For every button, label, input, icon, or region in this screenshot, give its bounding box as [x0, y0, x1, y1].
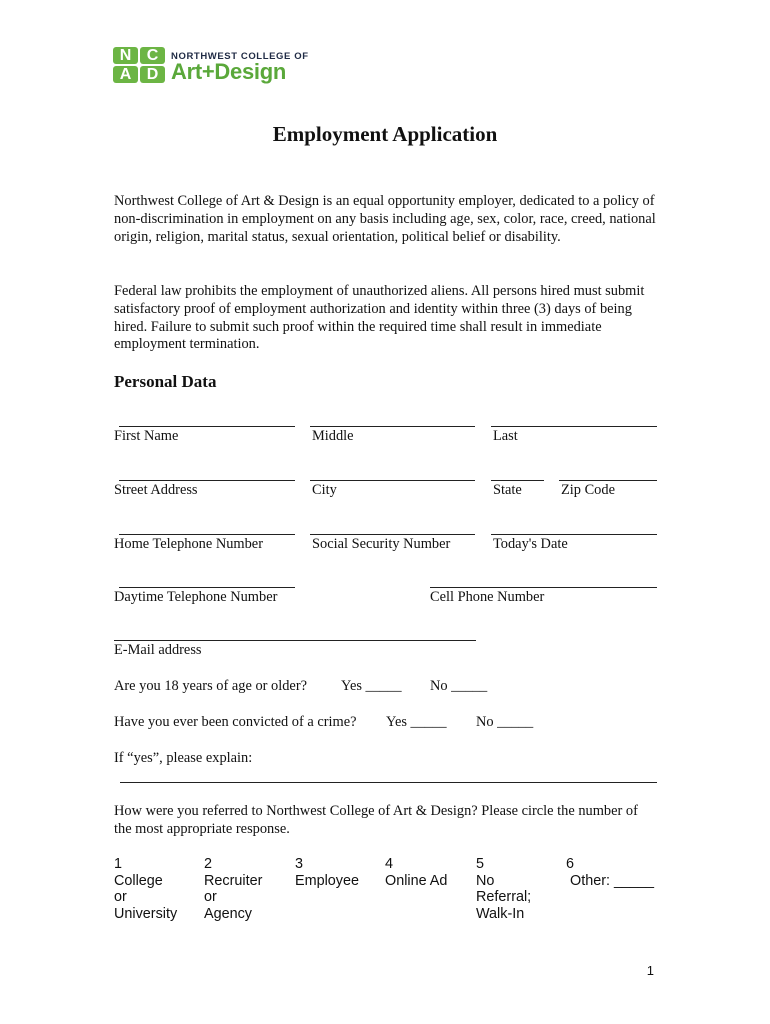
referral-option-number: 3 [295, 856, 304, 872]
crime-yes-option[interactable]: Yes _____ [386, 714, 447, 730]
age-no-option[interactable]: No _____ [430, 678, 488, 694]
page-number: 1 [646, 963, 654, 978]
referral-option-number: 2 [204, 856, 213, 872]
first-name-label: First Name [114, 428, 179, 444]
last-name-field[interactable] [491, 426, 657, 427]
referral-option-label: Recruiter or Agency [204, 872, 263, 922]
referral-option-4[interactable] [385, 856, 447, 889]
referral-option-number: 5 [476, 856, 485, 872]
age-yes-option[interactable]: Yes _____ [341, 678, 402, 694]
section-title-personal-data: Personal Data [114, 372, 217, 391]
referral-option-label: Other: _____ [566, 872, 655, 889]
middle-name-field[interactable] [310, 426, 475, 427]
last-name-label: Last [493, 428, 518, 444]
city-label: City [312, 482, 337, 498]
logo-cell-a: A [113, 66, 138, 83]
referral-question: How were you referred to Northwest College of Art & Design? Please circle the number of the most appropriate response. [114, 803, 638, 837]
referral-option-6[interactable] [566, 856, 654, 889]
logo-cell-n: N [113, 47, 138, 64]
logo-college-name: NORTHWEST COLLEGE OF [171, 51, 309, 62]
crime-no-option[interactable]: No _____ [476, 714, 534, 730]
logo-cell-c: C [140, 47, 165, 64]
referral-option-1[interactable] [114, 856, 177, 922]
logo-cell-d: D [140, 66, 165, 83]
age-question: Are you 18 years of age or older? [114, 678, 307, 694]
page-title: Employment Application [272, 122, 498, 146]
zip-code-field[interactable] [559, 480, 657, 481]
referral-option-number: 4 [385, 856, 394, 872]
ssn-field[interactable] [310, 534, 475, 535]
cell-phone-field[interactable] [430, 587, 657, 588]
email-label: E-Mail address [114, 642, 202, 658]
cell-phone-label: Cell Phone Number [430, 589, 545, 605]
daytime-phone-label: Daytime Telephone Number [114, 589, 278, 605]
referral-option-label: College or University [114, 872, 178, 922]
crime-question: Have you ever been convicted of a crime? [114, 714, 357, 730]
todays-date-label: Today's Date [493, 536, 568, 552]
email-field[interactable] [114, 640, 476, 641]
todays-date-field[interactable] [491, 534, 657, 535]
logo-mark [113, 47, 165, 83]
zip-code-label: Zip Code [561, 482, 615, 498]
street-address-label: Street Address [114, 482, 198, 498]
referral-option-5[interactable] [476, 856, 531, 922]
city-field[interactable] [310, 480, 475, 481]
referral-option-label: Employee [295, 872, 359, 889]
referral-option-number: 1 [114, 856, 123, 872]
ssn-label: Social Security Number [312, 536, 451, 552]
federal-law-paragraph: Federal law prohibits the employment of unauthorized aliens. All persons hired must submit satisfactory proof of employment authorization and identity within three (3) days of being hired. Failure to submit such proof within the required time shall result in immediate employment termination. [114, 283, 645, 353]
referral-option-label: No Referral; Walk-In [476, 872, 532, 922]
home-phone-label: Home Telephone Number [114, 536, 263, 552]
referral-option-label: Online Ad [385, 872, 448, 889]
daytime-phone-field[interactable] [119, 587, 295, 588]
logo-art-design: Art+Design [171, 59, 286, 84]
referral-option-2[interactable] [204, 856, 262, 922]
explain-label: If “yes”, please explain: [114, 750, 253, 766]
state-field[interactable] [491, 480, 544, 481]
explain-field[interactable] [120, 782, 657, 783]
home-phone-field[interactable] [119, 534, 295, 535]
referral-option-number: 6 [566, 856, 575, 872]
eeo-paragraph: Northwest College of Art & Design is an equal opportunity employer, dedicated to a policy of non-discrimination in employment on any basis including age, sex, color, race, creed, national origin, religion, marital status, sexual orientation, political belief or disability. [114, 193, 656, 245]
state-label: State [493, 482, 522, 498]
middle-name-label: Middle [312, 428, 354, 444]
referral-option-3[interactable] [295, 856, 359, 889]
first-name-field[interactable] [119, 426, 295, 427]
street-address-field[interactable] [119, 480, 295, 481]
